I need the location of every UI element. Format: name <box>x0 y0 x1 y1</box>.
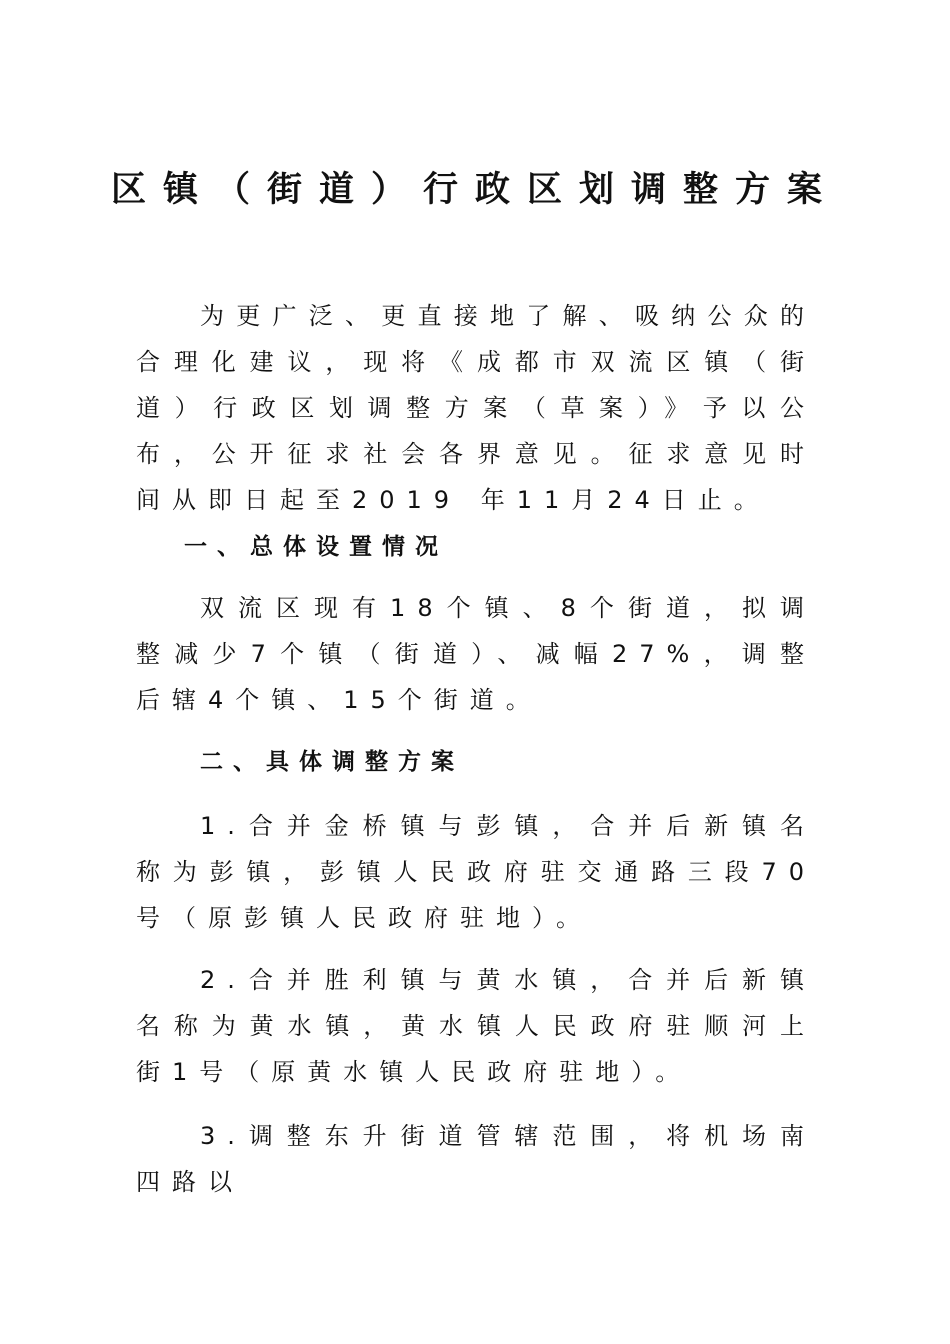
section-overall-paragraph: 双流区现有18个镇、8个街道，拟调整减少7个镇（街道）、减幅27%，调整后辖4个镇、15个街道。 <box>136 594 816 714</box>
section-heading-overall: 一、总体设置情况 <box>184 534 448 560</box>
plan-item-1: 1.合并金桥镇与彭镇，合并后新镇名称为彭镇，彭镇人民政府驻交通路三段70号（原彭镇人民政府驻地）。 <box>136 812 816 932</box>
section-heading-plan: 二、具体调整方案 <box>200 749 464 775</box>
plan-item-2: 2.合并胜利镇与黄水镇，合并后新镇名称为黄水镇，黄水镇人民政府驻顺河上街1号（原黄水镇人民政府驻地）。 <box>136 966 816 1086</box>
intro-paragraph: 为更广泛、更直接地了解、吸纳公众的合理化建议，现将《成都市双流区镇（街道）行政区划调整方案（草案）》予以公布，公开征求社会各界意见。征求意见时间从即日起至2019 年11月24日止。 <box>136 302 816 514</box>
plan-item-3: 3.调整东升街道管辖范围，将机场南四路以 <box>136 1122 816 1196</box>
document-title: 区镇（街道）行政区划调整方案 <box>110 170 839 210</box>
